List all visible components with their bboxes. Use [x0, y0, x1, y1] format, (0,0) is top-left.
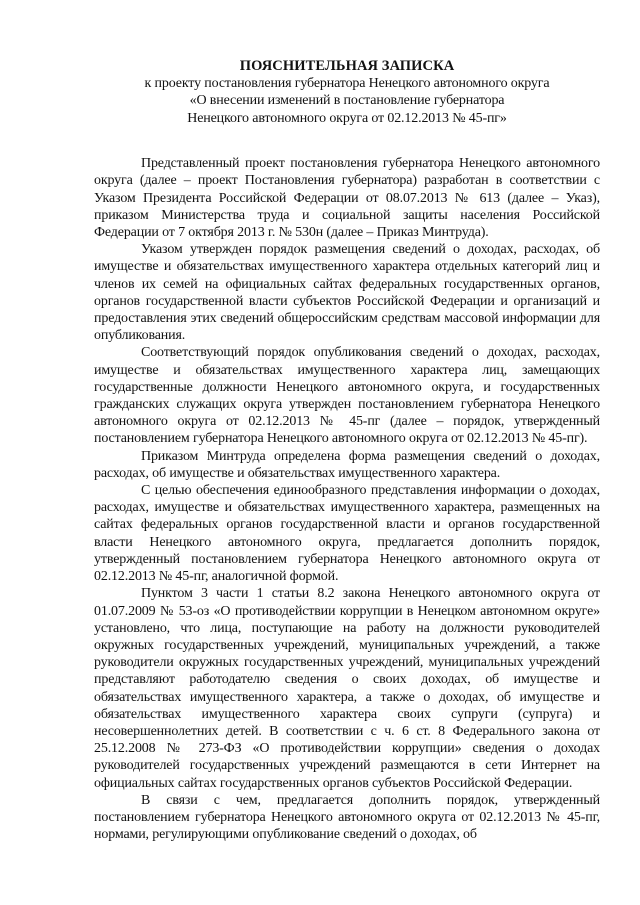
document-subtitle	[94, 75, 600, 127]
document-title: ПОЯСНИТЕЛЬНАЯ ЗАПИСКА	[239, 58, 455, 74]
subtitle-line-1: к проекту постановления губернатора Ненецкого автономного округа	[144, 76, 550, 91]
paragraph-1: Представленный проект постановления губернатора Ненецкого автономного округа (далее – проект Постановления губернатора) разработан в соответствии с Указом Президента Российской Федерации от 08.07.2013 № 613 (далее – Указ), приказом Министерства труда и социальной защиты населения Российской Федерации от 7 октября 2013 г. № 530н (далее – Приказ Минтруда).	[94, 156, 600, 241]
document-body	[94, 155, 600, 843]
subtitle-line-3: Ненецкого автономного округа от 02.12.2013 № 45-пг»	[187, 110, 507, 126]
paragraph-5: С целью обеспечения единообразного представления информации о доходах, расходах, имуществе и обязательствах имущественного характера, размещенных на сайтах федеральных органов государственной власти и органов государственной власти Ненецкого автономного округа, предлагается дополнить порядок, утвержденный постановлением губернатора Ненецкого автономного округа от 02.12.2013 № 45-пг, аналогичной формой.	[94, 483, 600, 585]
paragraph-2: Указом утвержден порядок размещения сведений о доходах, расходах, об имуществе и обязательствах имущественного характера отдельных категорий лиц и членов их семей на официальных сайтах федеральных государственных органов, органов государственной власти субъектов Российской Федерации и организаций и предоставления этих сведений общероссийским средствам массовой информации для опубликования.	[94, 242, 600, 344]
paragraph-7: В связи с чем, предлагается дополнить порядок, утвержденный постановлением губернатора Ненецкого автономного округа от 02.12.2013 № 45-пг, нормами, регулирующими опубликование сведений о доходах, об	[94, 792, 600, 843]
paragraph-3: Соответствующий порядок опубликования сведений о доходах, расходах, имуществе и обязательствах имущественного характера лиц, замещающих государственные должности Ненецкого автономного округа, и государственных гражданских служащих округа утвержден постановлением губернатора Ненецкого автономного округа от 02.12.2013 № 45-пг (далее – порядок, утвержденный постановлением губернатора Ненецкого автономного округа от 02.12.2013 № 45-пг).	[94, 345, 600, 447]
paragraph-6: Пунктом 3 части 1 статьи 8.2 закона Ненецкого автономного округа от 01.07.2009 № 53-оз «О противодействии коррупции в Ненецком автономном округе» установлено, что лица, поступающие на работу на должности руководителей окружных государственных учреждений, муниципальных учреждений, а также руководители окружных государственных учреждений, муниципальных учреждений представляют работодателю сведения о своих доходах, об имуществе и обязательствах имущественного характера, а также о доходах, об имуществе и обязательствах имущественного характера своих супруги (супруга) и несовершеннолетних детей. В соответствии с ч. 6 ст. 8 Федерального закона от 25.12.2008 № 273-ФЗ «О противодействии коррупции» сведения о доходах руководителей государственных учреждений размещаются в сети Интернет на официальных сайтах государственных органов субъектов Российской Федерации.	[94, 586, 600, 791]
paragraph-4: Приказом Минтруда определена форма размещения сведений о доходах, расходах, об имуществе и обязательствах имущественного характера.	[94, 448, 600, 481]
subtitle-line-2: «О внесении изменений в постановление губернатора	[189, 93, 505, 109]
